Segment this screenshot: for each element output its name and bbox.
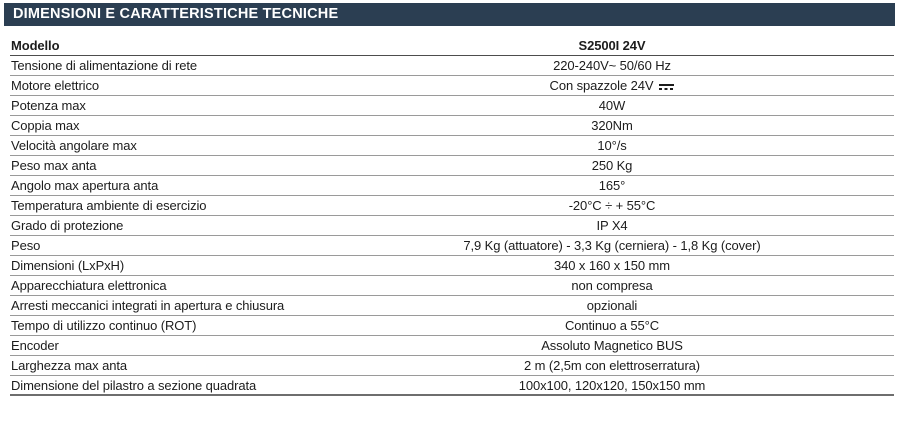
specs-table-body	[10, 56, 894, 396]
table-row	[10, 376, 894, 396]
table-row	[10, 336, 894, 356]
model-name: S2500I 24V	[578, 38, 646, 53]
spec-row-value	[330, 198, 894, 213]
spec-row-value-text: IP X4	[596, 218, 628, 233]
table-row	[10, 176, 894, 196]
spec-row-label: Peso max anta	[11, 158, 97, 173]
spec-row-value	[330, 178, 894, 193]
spec-row-label: Peso	[11, 238, 41, 253]
table-row	[10, 56, 894, 76]
table-row	[10, 156, 894, 176]
spec-row-value	[330, 298, 894, 313]
spec-row-value	[330, 218, 894, 233]
spec-row-value	[330, 378, 894, 393]
spec-row-value-text: 7,9 Kg (attuatore) - 3,3 Kg (cerniera) - 1,8 Kg (cover)	[463, 238, 761, 253]
spec-row-value-text: -20°C ÷ + 55°C	[568, 198, 656, 213]
section-title: DIMENSIONI E CARATTERISTICHE TECNICHE	[13, 6, 339, 22]
table-row	[10, 116, 894, 136]
spec-row-value	[330, 138, 894, 153]
table-row	[10, 256, 894, 276]
spec-row-label: Encoder	[11, 338, 59, 353]
spec-row-label: Arresti meccanici integrati in apertura e chiusura	[11, 298, 285, 313]
spec-row-label: Velocità angolare max	[11, 138, 137, 153]
table-row	[10, 96, 894, 116]
table-row	[10, 356, 894, 376]
spec-row-value	[330, 58, 894, 73]
spec-row-value	[330, 238, 894, 253]
spec-row-label: Motore elettrico	[11, 78, 99, 93]
spec-row-value	[330, 98, 894, 113]
table-row	[10, 76, 894, 96]
spec-row-value	[330, 338, 894, 353]
spec-row-value-text: 165°	[598, 178, 626, 193]
spec-row-label: Angolo max apertura anta	[11, 178, 159, 193]
spec-row-value-text: 220-240V~ 50/60 Hz	[553, 58, 671, 73]
spec-row-label: Temperatura ambiente di esercizio	[11, 198, 207, 213]
dc-current-icon	[659, 83, 674, 91]
spec-row-value	[330, 78, 894, 93]
spec-row-value	[330, 278, 894, 293]
spec-row-value-text: 100x100, 120x120, 150x150 mm	[518, 377, 706, 393]
spec-row-label: Dimensioni (LxPxH)	[11, 258, 125, 273]
table-row	[10, 196, 894, 216]
spec-row-value-text: non compresa	[571, 278, 653, 293]
spec-row-value-text: 340 x 160 x 150 mm	[554, 258, 670, 273]
spec-row-value-text: opzionali	[586, 298, 638, 313]
table-row	[10, 296, 894, 316]
table-header-row	[10, 36, 894, 56]
table-row	[10, 216, 894, 236]
model-column-header: Modello	[11, 38, 60, 53]
spec-row-value	[330, 258, 894, 273]
spec-row-label: Grado di protezione	[11, 218, 124, 233]
section-title-bar	[4, 3, 895, 26]
spec-row-label: Tensione di alimentazione di rete	[11, 58, 198, 73]
spec-row-value-text: 2 m (2,5m con elettroserratura)	[523, 358, 701, 373]
spec-row-label: Larghezza max anta	[11, 358, 127, 373]
spec-row-label: Tempo di utilizzo continuo (ROT)	[11, 318, 197, 333]
spec-row-value	[330, 118, 894, 133]
specs-table	[10, 36, 894, 396]
spec-row-label: Apparecchiatura elettronica	[11, 278, 167, 293]
spec-row-value-text: 10°/s	[597, 138, 627, 153]
spec-row-value-text: Assoluto Magnetico BUS	[541, 338, 683, 353]
spec-row-value-text: 320Nm	[591, 118, 633, 133]
table-row	[10, 236, 894, 256]
table-row	[10, 276, 894, 296]
spec-row-value	[330, 358, 894, 373]
spec-row-value-text: Continuo a 55°C	[564, 318, 660, 333]
spec-row-value-text: 250 Kg	[591, 158, 633, 173]
spec-row-value	[330, 318, 894, 333]
spec-row-label: Potenza max	[11, 98, 86, 113]
table-row	[10, 316, 894, 336]
spec-row-label: Dimensione del pilastro a sezione quadrata	[11, 377, 257, 393]
spec-row-value	[330, 158, 894, 173]
table-row	[10, 136, 894, 156]
spec-row-value-text: Con spazzole 24V	[549, 78, 654, 93]
spec-row-label: Coppia max	[11, 118, 80, 133]
spec-row-value-text: 40W	[598, 98, 626, 113]
